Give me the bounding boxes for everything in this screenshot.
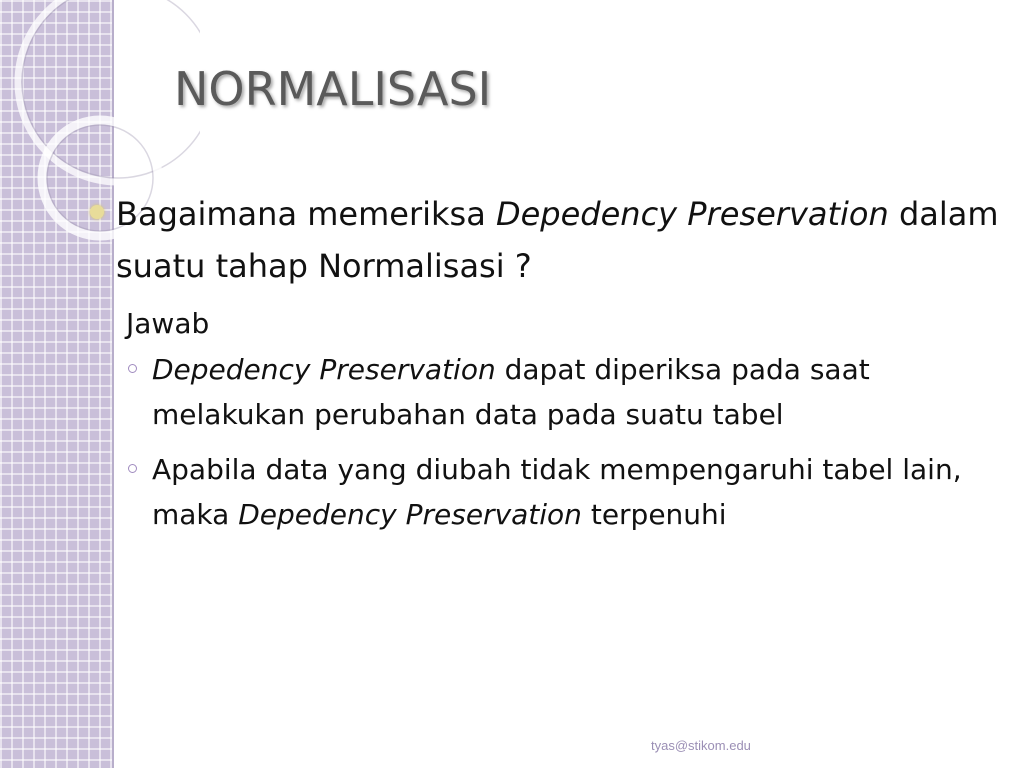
- answer-point-1: [116, 347, 1006, 437]
- yellow-dot-icon: [90, 205, 104, 219]
- slide-title: NORMALISASI: [174, 62, 492, 116]
- answer-2-text-end: terpenuhi: [581, 498, 727, 531]
- answer-point-2: [116, 447, 1006, 537]
- footer-email: tyas@stikom.edu: [651, 738, 751, 753]
- answer-1-text: dapat diperiksa pada saat melakukan perubahan data pada suatu tabel: [152, 353, 870, 431]
- slide-body: [116, 188, 1006, 537]
- question-text-italic: Depedency Preservation: [495, 195, 889, 233]
- hollow-circle-icon: [128, 464, 137, 473]
- answer-label: Jawab: [126, 307, 210, 340]
- answer-1-italic: Depedency Preservation: [152, 353, 496, 386]
- answer-2-text-start: Apabila data yang diubah tidak mempengaruhi tabel lain, maka: [152, 453, 962, 531]
- question-text-start: Bagaimana memeriksa: [116, 195, 496, 233]
- answer-2-italic: Depedency Preservation: [238, 498, 582, 531]
- hollow-circle-icon: [128, 364, 137, 373]
- question-point: [116, 188, 1006, 292]
- question-text-end: dalam suatu tahap Normalisasi ?: [116, 195, 999, 285]
